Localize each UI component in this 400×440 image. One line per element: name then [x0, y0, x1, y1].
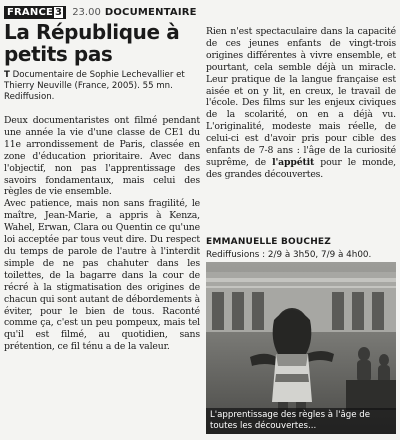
article-title: La République à petits pas	[4, 20, 180, 66]
channel-name: FRANCE	[7, 6, 54, 18]
rerun-schedule: Rediffusions : 2/9 à 3h50, 7/9 à 4h00.	[206, 250, 372, 260]
body-text: Rien n'est spectaculaire dans la capacité de ces jeunes enfants de vingt-trois origines différentes à vivre ensemble, et pourtant, cela semble déjà un miracle. Leur pratique de la langue française est aisée et on y lit, en creux, le travail de l'école. Des films sur les enjeux civiques de la scolarité, on en a déjà vu. L'originalité, modeste mais réelle, de celui-ci est d'avoir pris pour cible des enfants de 7-8 ans : l'âge de la curiosité suprême, de	[206, 26, 396, 168]
rating-badge: T	[4, 70, 10, 80]
body-paragraph	[206, 26, 396, 181]
channel-number: 3	[55, 6, 63, 18]
program-credits	[4, 70, 200, 103]
body-text: pour le monde, des grandes découvertes.	[206, 156, 396, 180]
rubric-label: DOCUMENTAIRE	[104, 6, 197, 18]
channel-logo	[4, 6, 66, 19]
credits-text: Documentaire de Sophie Lechevallier et Thierry Neuville (France, 2005). 55 mn. Rediffusion.	[4, 70, 185, 102]
emphasis-text: l'appétit	[272, 156, 315, 168]
body-paragraph: Avec patience, mais non sans fragilité, le maître, Jean-Marie, a appris à Kenza, Wahel, Erwan, Clara ou Quentin ce qu'une loi acceptée par tous veut dire. Du respect du temps de parole de l'autre à l'interdit simple de ne pas chahuter dans les toilettes, de la bagarre dans la cour de récré à la stigmatisation des origines de chacun qui sont autant de débordements à éviter, pour le bien de tous. Raconté comme ça, c'est un peu pompeux, mais tel qu'il est filmé, au quotidien, sans prétention, ce fil ténu a de la valeur.	[4, 198, 200, 353]
photo-caption: L'apprentissage des règles à l'âge de toutes les découvertes...	[206, 408, 396, 434]
article-header	[4, 5, 197, 19]
author-signature: EMMANUELLE BOUCHEZ	[206, 237, 331, 247]
right-column	[206, 26, 396, 181]
air-time: 23.00	[72, 6, 101, 18]
left-column	[4, 115, 200, 353]
body-paragraph: Deux documentaristes ont filmé pendant une année la vie d'une classe de CE1 du 11e arrondissement de Paris, classée en zone d'éducation prioritaire. Avec dans l'objectif, non pas l'apprentissage des savoirs fondamentaux, mais celui des règles de vie ensemble.	[4, 115, 200, 198]
article-photo	[206, 262, 396, 434]
